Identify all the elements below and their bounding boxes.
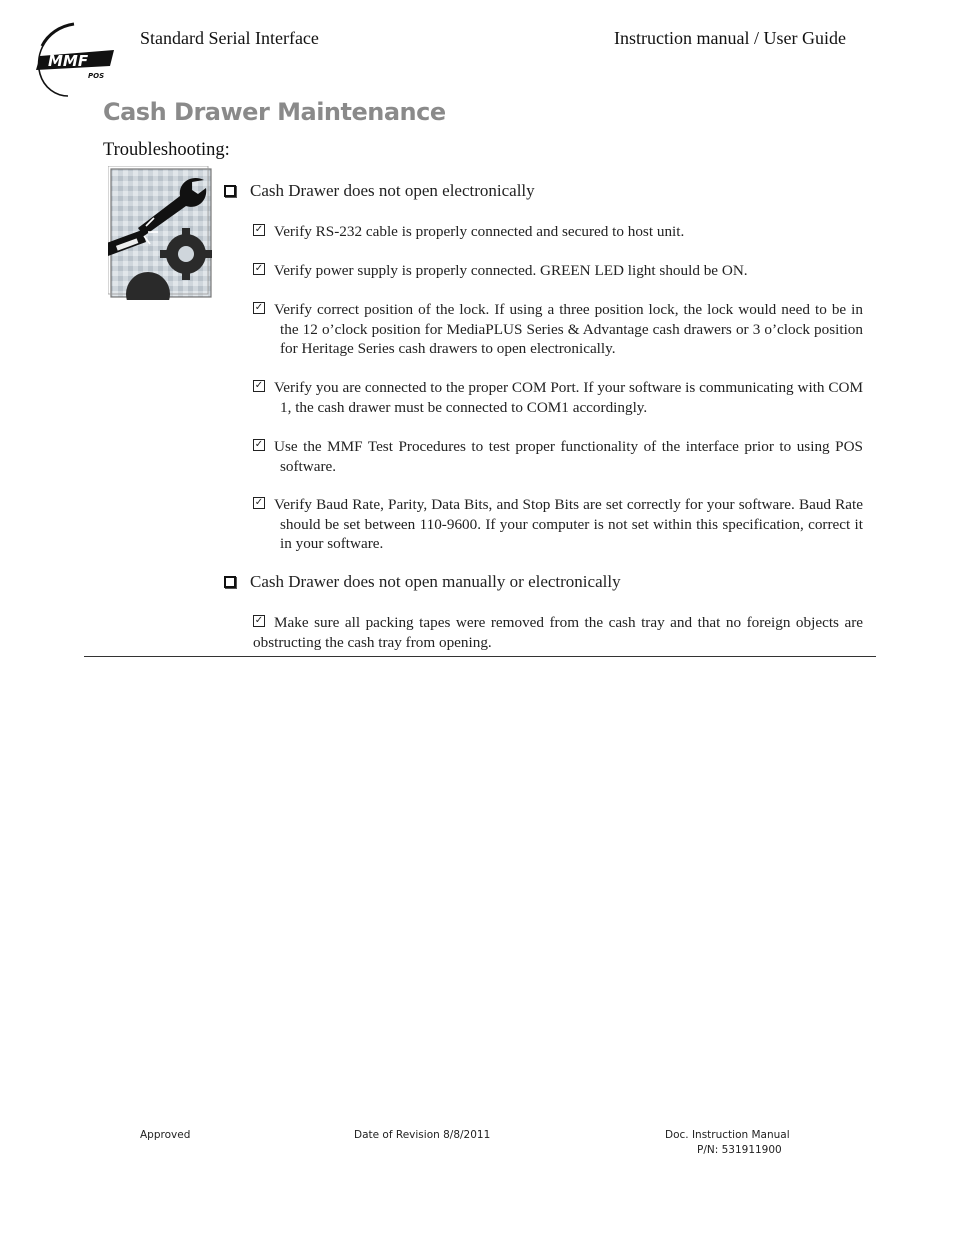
header-right-title: Instruction manual / User Guide	[614, 28, 846, 48]
checked-box-icon: ✓	[254, 497, 264, 508]
checked-box-icon: ✓	[254, 302, 264, 313]
logo-sub-text: POS	[88, 72, 105, 80]
issue-title: Cash Drawer does not open electronically	[250, 181, 535, 200]
step-text: Verify Baud Rate, Parity, Data Bits, and Stop Bits are set correctly for your software. Baud Rate should be set between 110-9600. If your computer is not set within this specification, correct it in your software.	[274, 496, 863, 553]
footer-doc-name: Doc. Instruction Manual	[665, 1129, 790, 1141]
footer-part-number: P/N: 531911900	[697, 1144, 782, 1156]
box-bullet-icon	[224, 185, 236, 197]
step-text: Verify power supply is properly connected. GREEN LED light should be ON.	[273, 262, 748, 279]
footer-approved: Approved	[140, 1129, 191, 1141]
step-text: Verify RS-232 cable is properly connected and secured to host unit.	[273, 223, 685, 240]
issue-item	[224, 181, 535, 201]
footer-revision-date: Date of Revision 8/8/2011	[354, 1129, 491, 1141]
mmf-pos-logo	[30, 22, 115, 98]
checked-box-icon: ✓	[254, 224, 264, 235]
checked-box-icon: ✓	[254, 439, 264, 450]
step-text: Make sure all packing tapes were removed from the cash tray and that no foreign objects are obstructing the cash tray from opening.	[253, 614, 863, 651]
issue-item	[224, 572, 621, 592]
step-text: Use the MMF Test Procedures to test proper functionality of the interface prior to using POS software.	[274, 438, 863, 475]
step-item	[253, 261, 863, 281]
step-item	[253, 300, 863, 359]
header-left-title: Standard Serial Interface	[140, 28, 319, 48]
step-item	[253, 378, 863, 417]
troubleshooting-subhead: Troubleshooting:	[103, 140, 230, 160]
step-item	[253, 222, 863, 242]
section-divider	[84, 656, 876, 657]
box-bullet-icon	[224, 576, 236, 588]
checked-box-icon: ✓	[254, 263, 264, 274]
issue-title: Cash Drawer does not open manually or electronically	[250, 572, 621, 591]
section-title: Cash Drawer Maintenance	[103, 98, 446, 126]
checked-box-icon: ✓	[254, 615, 264, 626]
checked-box-icon: ✓	[254, 380, 264, 391]
step-item	[253, 437, 863, 476]
wrench-gears-icon	[108, 166, 214, 300]
step-item	[253, 613, 863, 652]
step-item	[253, 495, 863, 554]
step-text: Verify you are connected to the proper COM Port. If your software is communicating with COM 1, the cash drawer must be connected to COM1 accordingly.	[274, 379, 863, 416]
logo-text: MMF	[48, 52, 89, 70]
step-text: Verify correct position of the lock. If using a three position lock, the lock would need to be in the 12 o’clock position for MediaPLUS Series & Advantage cash drawers or 3 o’clock position for Heritage Series cash drawers to open electronically.	[274, 301, 863, 358]
